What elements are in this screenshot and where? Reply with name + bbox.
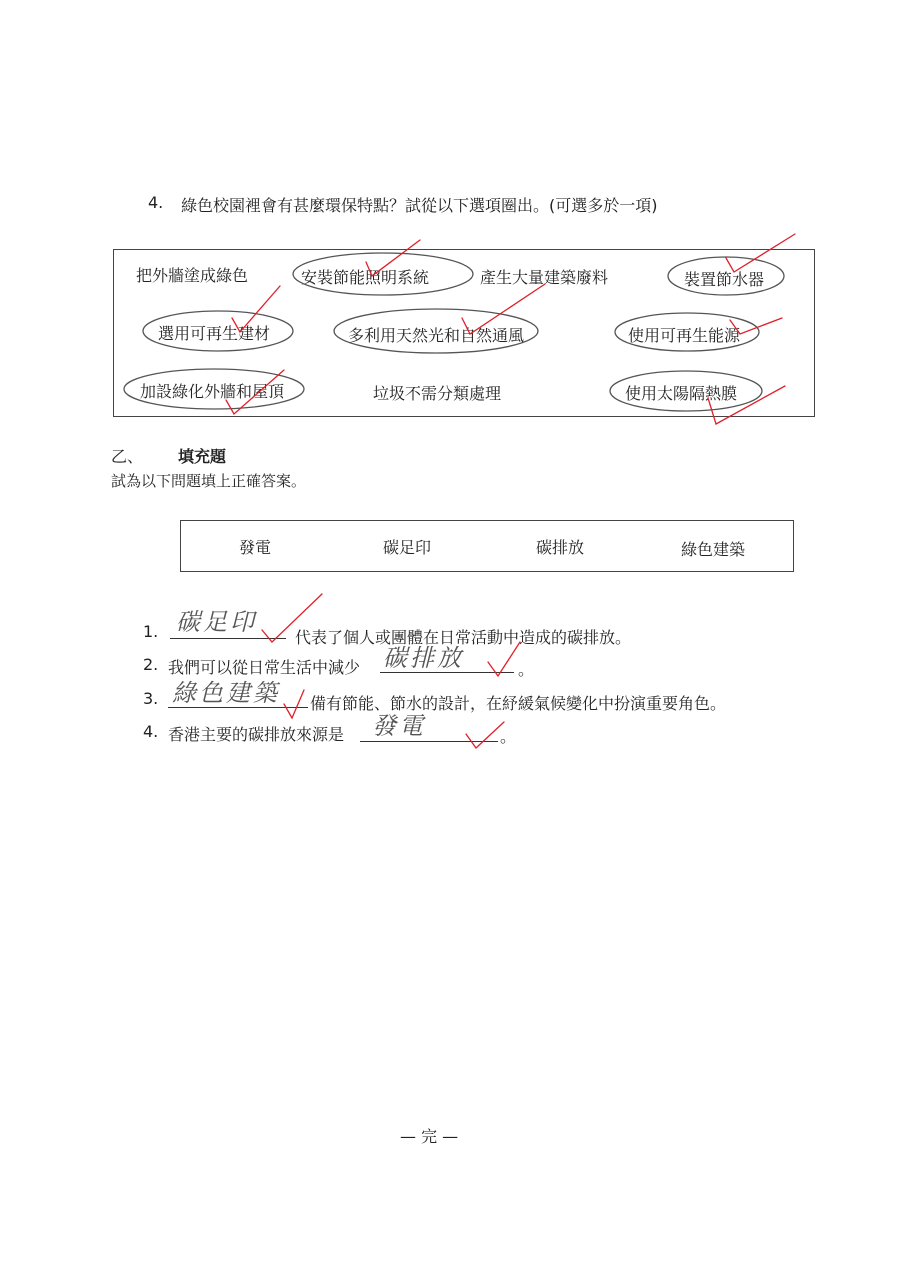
option-renewable-energy[interactable]: 使用可再生能源 <box>628 326 741 345</box>
option-green-walls[interactable]: 加設綠化外牆和屋頂 <box>140 382 285 401</box>
end-marker: — 完 — <box>400 1127 459 1146</box>
option-solar-film[interactable]: 使用太陽隔熱膜 <box>625 384 738 403</box>
handwritten-answer: 綠色建築 <box>172 679 280 707</box>
fill-text-after: 。 <box>500 727 517 746</box>
option-paint-green[interactable]: 把外牆塗成綠色 <box>136 266 249 285</box>
fill-number: 3. <box>143 689 159 708</box>
section-instruction: 試為以下問題填上正確答案。 <box>111 472 307 490</box>
fill-text-before: 香港主要的碳排放來源是 <box>168 725 345 744</box>
option-renewable-materials[interactable]: 選用可再生建材 <box>158 324 271 343</box>
fill-number: 1. <box>143 622 159 641</box>
fill-text-before: 我們可以從日常生活中減少 <box>168 658 361 677</box>
option-water-saver[interactable]: 裝置節水器 <box>684 270 765 289</box>
option-construction-waste[interactable]: 產生大量建築廢料 <box>480 268 609 287</box>
option-energy-lighting[interactable]: 安裝節能照明系統 <box>301 268 430 287</box>
handwritten-answer: 碳足印 <box>176 608 257 636</box>
fill-number: 2. <box>143 655 159 674</box>
word-bank-item: 碳足印 <box>383 538 432 557</box>
fill-text-after: 代表了個人或團體在日常活動中造成的碳排放。 <box>295 628 632 647</box>
word-bank-item: 發電 <box>239 538 272 557</box>
word-bank-item: 綠色建築 <box>681 540 746 559</box>
word-bank-item: 碳排放 <box>536 538 585 557</box>
handwritten-answer: 發電 <box>372 712 426 740</box>
question-number: 4. <box>148 193 164 212</box>
section-title: 填充題 <box>178 447 227 466</box>
section-heading: 乙、 <box>111 447 144 466</box>
option-no-sorting[interactable]: 垃圾不需分類處理 <box>373 384 502 403</box>
option-natural-light[interactable]: 多利用天然光和自然通風 <box>348 326 525 345</box>
handwritten-answer: 碳排放 <box>383 644 464 672</box>
question-text: 綠色校園裡會有甚麼環保特點？試從以下選項圈出。(可選多於一項) <box>181 196 658 215</box>
fill-text-after: 備有節能、節水的設計，在紓緩氣候變化中扮演重要角色。 <box>310 694 727 713</box>
fill-text-after: 。 <box>518 660 535 679</box>
fill-number: 4. <box>143 722 159 741</box>
